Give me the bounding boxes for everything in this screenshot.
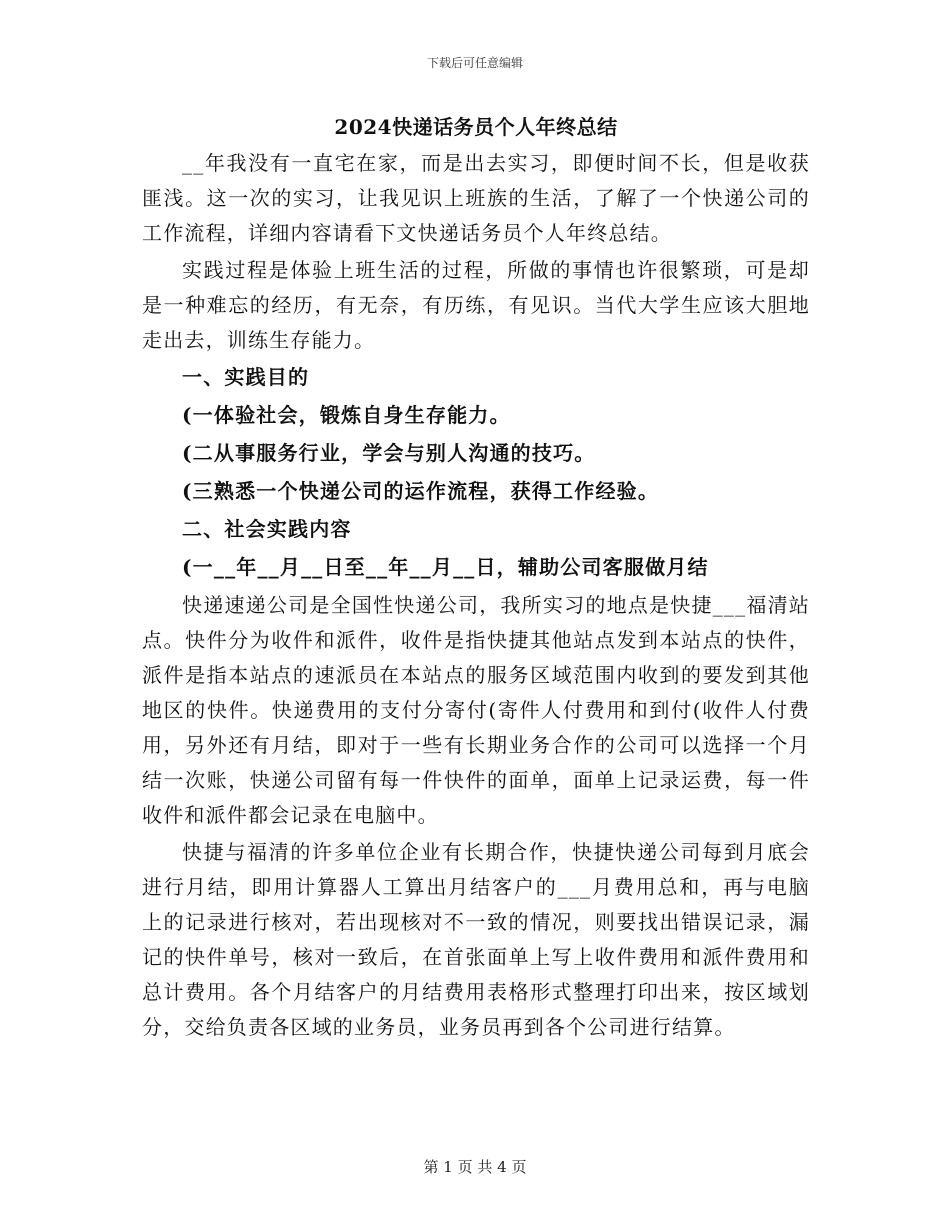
- section-heading-content: 二、社会实践内容: [182, 517, 352, 541]
- document-title: 2024快递话务员个人年终总结: [334, 115, 618, 139]
- purpose-item-2: (二从事服务行业，学会与别人沟通的技巧。: [182, 441, 596, 465]
- page-number: 第 1 页 共 4 页: [423, 1158, 527, 1176]
- content-item-1: (一__年__月__日至__年__月__日，辅助公司客服做月结: [182, 555, 709, 579]
- intro-paragraph: __年我没有一直宅在家，而是出去实习，即便时间不长，但是收获匪浅。这一次的实习，让我见识上班族的生活，了解了一个快递公司的工作流程，详细内容请看下文快递话务员个人年终总结。: [142, 151, 810, 245]
- practice-paragraph: 实践过程是体验上班生活的过程，所做的事情也许很繁琐，可是却是一种难忘的经历，有无奈，有历练，有见识。当代大学生应该大胆地走出去，训练生存能力。: [142, 258, 810, 352]
- purpose-item-3: (三熟悉一个快递公司的运作流程，获得工作经验。: [182, 479, 660, 503]
- company-paragraph: 快递速递公司是全国性快递公司，我所实习的地点是快捷___福清站点。快件分为收件和派件，收件是指快捷其他站点发到本站点的快件，派件是指本站点的速派员在本站点的服务区域范围内收到的要发到其他地区的快件。快递费用的支付分寄付(寄件人付费用和到付(收件人付费用，另外还有月结，即对于一些有长期业务合作的公司可以选择一个月结一次账，快递公司留有每一件快件的面单，面单上记录运费，每一件收件和派件都会记录在电脑中。: [142, 593, 810, 827]
- monthly-settlement-paragraph: 快捷与福清的许多单位企业有长期合作，快捷快递公司每到月底会进行月结，即用计算器人工算出月结客户的___月费用总和，再与电脑上的记录进行核对，若出现核对不一致的情况，则要找出错误记录，漏记的快件单号，核对一致后，在首张面单上写上收件费用和派件费用和总计费用。各个月结客户的月结费用表格形式整理打印出来，按区域划分，交给负责各区域的业务员，业务员再到各个公司进行结算。: [142, 840, 810, 1039]
- page-header: 下载后可任意编辑: [426, 56, 523, 70]
- purpose-item-1: (一体验社会，锻炼自身生存能力。: [182, 403, 511, 427]
- section-heading-purpose: 一、实践目的: [182, 365, 310, 389]
- document-body: [142, 110, 810, 1047]
